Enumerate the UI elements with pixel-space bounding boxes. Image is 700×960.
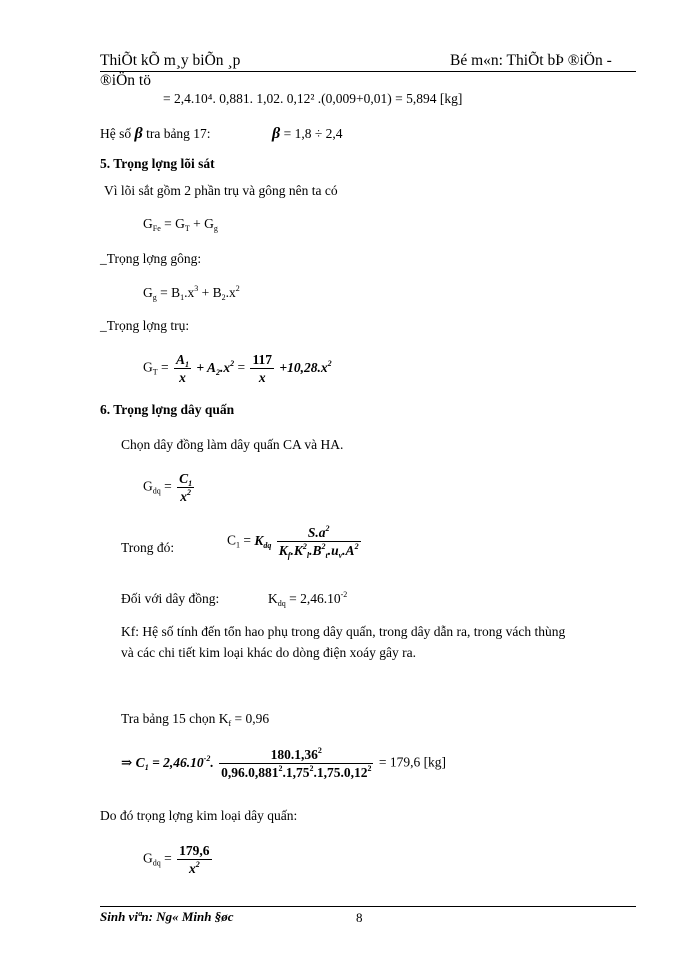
header-rule <box>100 71 636 72</box>
section5-intro: Vì lõi sắt gồm 2 phần trụ và gông nên ta có <box>104 183 338 198</box>
section6-intro: Chọn dây đồng làm dây quấn CA và HA. <box>121 437 344 452</box>
beta-label: Hệ số <box>100 126 132 141</box>
eq-tru: $G_T$ = $\frac{A_1}{x}$ + $A_2.x^2$ = $\frac{117}{x}$ $+10,28.x^2$ <box>143 352 332 385</box>
beta-table: tra bảng 17: <box>146 126 211 141</box>
header-cont: ®iÖn tö <box>100 72 151 89</box>
tra-bang: Tra bảng 15 chọn $K_f = 0,96$ <box>121 711 270 728</box>
kf-desc-line2: và các chi tiết kim loại khác do dòng điện xoáy gây ra. <box>121 645 417 660</box>
eq-gfe: $G_{Fe} = G_T + G_g$ <box>143 216 218 233</box>
section6-heading: 6. Trọng lợng dây quấn <box>100 402 235 417</box>
header-left: ThiÕt kÕ m¸y biÕn ¸p <box>100 52 241 69</box>
section5-heading: 5. Trọng lợng lõi sát <box>100 156 215 171</box>
trong-do-label: Trong đó: <box>121 540 175 555</box>
eq-gdq: $G_{dq}$ = $\frac{C_1}{x^2}$ <box>143 471 193 504</box>
beta-row <box>100 125 211 143</box>
beta-symbol: β <box>134 125 143 142</box>
eq-final: $G_{dq}$ = $\frac{179,6}{x^2}$ <box>143 843 210 876</box>
doi-voi-label: Đối với dây đồng: <box>121 591 220 606</box>
footer-student: Sinh viªn: Ng« Minh §øc <box>100 909 234 924</box>
beta-symbol-2: β <box>272 125 281 142</box>
page-number: 8 <box>356 910 363 925</box>
eq-c1-numeric: ⇒ $C_1 = 2,46.10^{-2}$. $\frac{180.1,36^2}{0,96.0,881^2.1,75^2.1,75.0,12^2}$ = 179,6 [kg] <box>121 746 447 780</box>
beta-value-row <box>272 125 342 143</box>
kdq-value: $K_{dq} = 2,46.10^{-2}$ <box>268 590 348 608</box>
eq-c1: $C_1 = K_{dq}$ $\frac{S.a^2}{K_f.K^2_l.B^2_t.u_v.A^2}$ <box>227 524 359 560</box>
header-right: Bé m«n: ThiÕt bÞ ®iÖn - <box>450 52 612 69</box>
footer-rule <box>100 906 636 907</box>
beta-value: = 1,8 ÷ 2,4 <box>283 126 343 141</box>
do-do-label: Do đó trọng lợng kim loại dây quấn: <box>100 808 298 823</box>
equation-calc: = 2,4.10⁴. 0,881. 1,02. 0,12² .(0,009+0,01) = 5,894 [kg] <box>163 91 463 106</box>
eq-gong: $G_g = B_1.x^3 + B_2.x^2$ <box>143 284 240 302</box>
kf-desc-line1: Kf: Hệ số tính đến tổn hao phụ trong dây quấn, trong dây dẫn ra, trong vách thùng <box>121 624 566 639</box>
tru-label: _Trọng lợng trụ: <box>100 318 190 333</box>
gong-label: _Trọng lợng gông: <box>100 251 202 266</box>
